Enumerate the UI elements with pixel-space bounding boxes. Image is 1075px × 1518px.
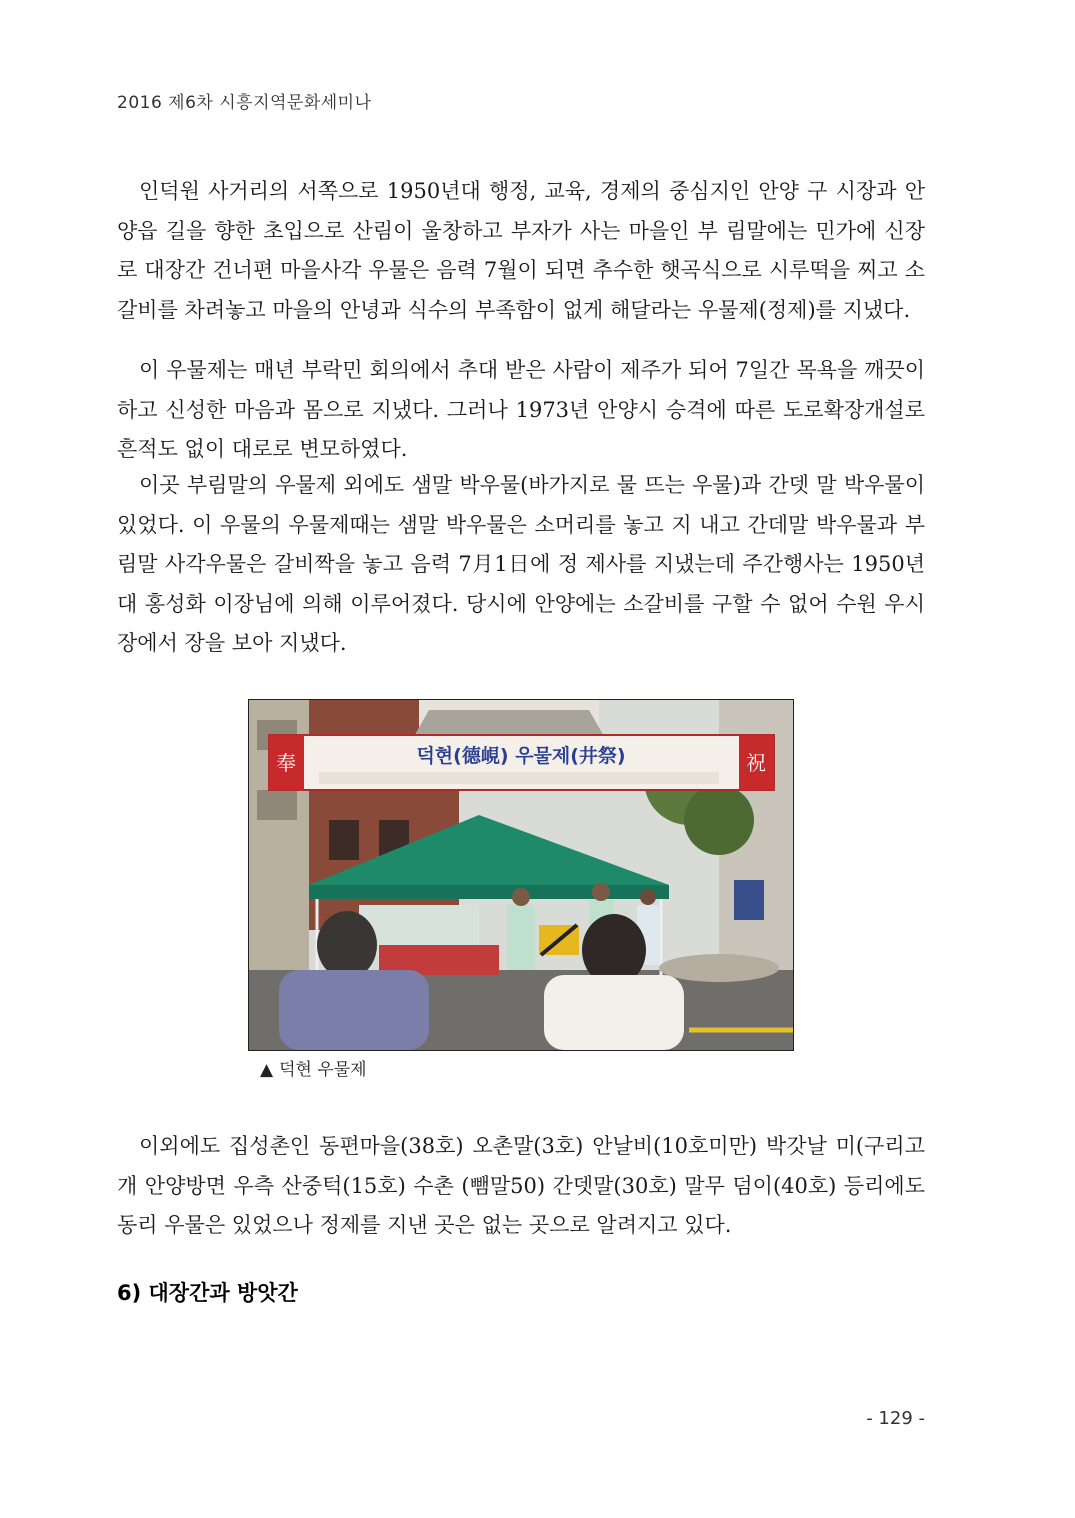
paragraph-4: 이외에도 집성촌인 동편마을(38호) 오촌말(3호) 안날비(10호미만) 박갓날 미(구리고개 안양방면 우측 산중턱(15호) 수촌 (뺌말50) 간뎃말(30호) 말무 덤이(40호) 등리에도 동리 우물은 있었으나 정제를 지낸 곳은 없는 곳으로 알려지고 있다. — [117, 1134, 925, 1237]
running-header: 2016 제6차 시흥지역문화세미나 — [117, 93, 372, 113]
caption-text: 덕현 우물제 — [279, 1060, 367, 1080]
photo-caption — [260, 1055, 367, 1080]
banner-right-char: 祝 — [746, 751, 766, 775]
paragraph-1: 인덕원 사거리의 서쪽으로 1950년대 행정, 교육, 경제의 중심지인 안양 구 시장과 안양읍 길을 향한 초입으로 산림이 울창하고 부자가 사는 마을인 부 림말에는 민가에 신장로 대장간 건너편 마을사각 우물은 음력 7월이 되면 추수한 햇곡식으로 시루떡을 찌고 소갈비를 차려놓고 마을의 안녕과 식수의 부족함이 없게 해달라는 우물제(정제)를 지냈다. — [117, 179, 925, 322]
paragraph-2: 이 우물제는 매년 부락민 회의에서 추대 받은 사람이 제주가 되어 7일간 목욕을 깨끗이 하고 신성한 마음과 몸으로 지냈다. 그러나 1973년 안양시 승격에 따른 도로확장개설로 흔적도 없이 대로로 변모하였다. — [117, 358, 925, 461]
paragraph-3: 이곳 부림말의 우물제 외에도 샘말 박우물(바가지로 물 뜨는 우물)과 간뎃 말 박우물이 있었다. 이 우물의 우물제때는 샘말 박우물은 소머리를 놓고 지 내고 간데말 박우물과 부림말 사각우물은 갈비짝을 놓고 음력 7月1日에 정 제사를 지냈는데 주간행사는 1950년대 홍성화 이장님에 의해 이루어졌다. 당시에 안양에는 소갈비를 구할 수 없어 수원 우시장에서 장을 보아 지냈다. — [117, 473, 925, 655]
banner-title: 덕현(德峴) 우물제(井祭) — [416, 745, 626, 767]
section-heading: 6) 대장간과 방앗간 — [117, 1281, 298, 1305]
ritual-photo — [248, 699, 794, 1051]
page-number: - 129 - — [866, 1408, 925, 1429]
banner-left-char: 奉 — [276, 751, 296, 775]
triangle-marker-icon: ▲ — [260, 1060, 274, 1080]
